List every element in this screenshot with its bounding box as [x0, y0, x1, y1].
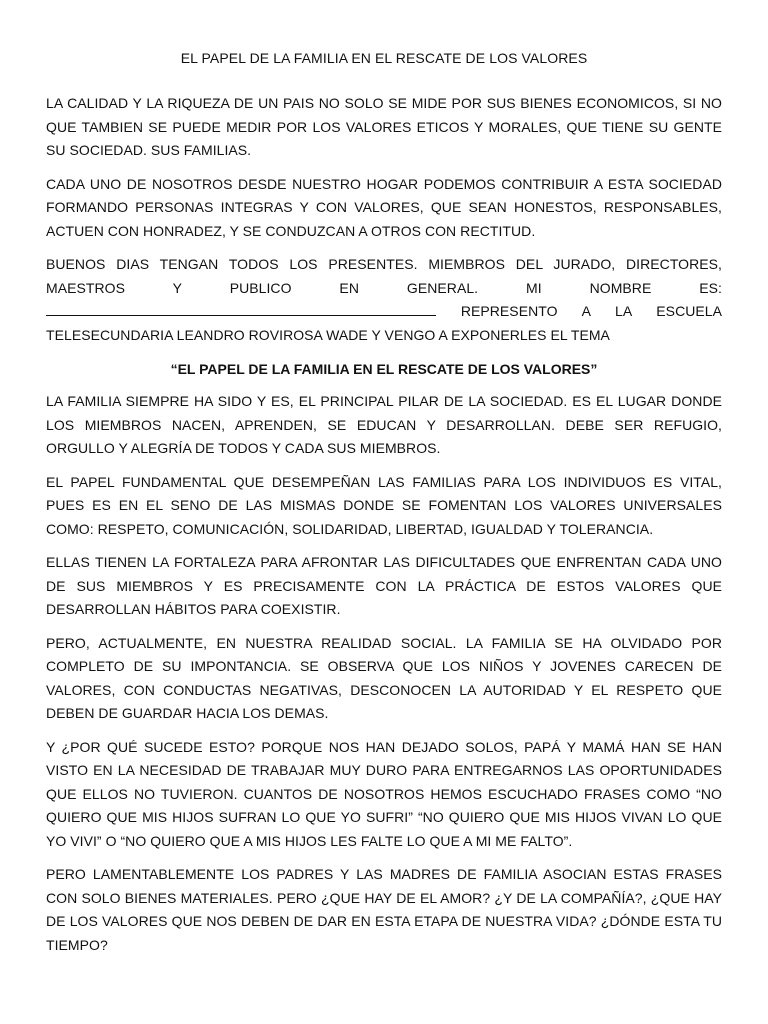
- paragraph-6: ELLAS TIENEN LA FORTALEZA PARA AFRONTAR LAS DIFICULTADES QUE ENFRENTAN CADA UNO DE SUS MIEMBROS Y ES PRECISAMENTE CON LA PRÁCTICA DE ESTOS VALORES QUE DESARROLLAN HÁBITOS PARA COEXISTIR.: [46, 554, 722, 617]
- name-blank-line: [46, 301, 436, 316]
- paragraph-4: LA FAMILIA SIEMPRE HA SIDO Y ES, EL PRINCIPAL PILAR DE LA SOCIEDAD. ES EL LUGAR DONDE LOS MIEMBROS NACEN, APRENDEN, SE EDUCAN Y DESARROLLAN. DEBE SER REFUGIO, ORGULLO Y ALEGRÍA DE TODOS Y CADA SUS MIEMBROS.: [46, 393, 722, 456]
- paragraph-8: Y ¿POR QUÉ SUCEDE ESTO? PORQUE NOS HAN DEJADO SOLOS, PAPÁ Y MAMÁ HAN SE HAN VISTO EN LA NECESIDAD DE TRABAJAR MUY DURO PARA ENTREGARNOS LAS OPORTUNIDADES QUE ELLOS NO TUVIERON. CUANTOS DE NOSOTROS HEMOS ESCUCHADO FRASES COMO “NO QUIERO QUE MIS HIJOS SUFRAN LO QUE YO SUFRI” “NO QUIERO QUE MIS HIJOS VIVAN LO QUE YO VIVI” O “NO QUIERO QUE A MIS HIJOS LES FALTE LO QUE A MI ME FALTO”.: [46, 738, 722, 849]
- paragraph-5: EL PAPEL FUNDAMENTAL QUE DESEMPEÑAN LAS FAMILIAS PARA LOS INDIVIDUOS ES VITAL, PUES ES EN EL SENO DE LAS MISMAS DONDE SE FOMENTAN LOS VALORES UNIVERSALES COMO: RESPETO, COMUNICACIÓN, SOLIDARIDAD, LIBERTAD, IGUALDAD Y TOLERANCIA.: [46, 473, 722, 537]
- paragraph-7: PERO, ACTUALMENTE, EN NUESTRA REALIDAD SOCIAL. LA FAMILIA SE HA OLVIDADO POR COMPLETO DE SU IMPONTANCIA. SE OBSERVA QUE LOS NIÑOS Y JOVENES CARECEN DE VALORES, CON CONDUCTAS NEGATIVAS, DESCONOCEN LA AUTORIDAD Y EL RESPETO QUE DEBEN DE GUARDAR HACIA LOS DEMAS.: [46, 634, 722, 721]
- document-title: EL PAPEL DE LA FAMILIA EN EL RESCATE DE LOS VALORES: [180, 50, 588, 66]
- paragraph-3: [46, 253, 722, 347]
- paragraph-2: CADA UNO DE NOSOTROS DESDE NUESTRO HOGAR PODEMOS CONTRIBUIR A ESTA SOCIEDAD FORMANDO PERSONAS INTEGRAS Y CON VALORES, QUE SEAN HONESTOS, RESPONSABLES, ACTUEN CON HONRADEZ, Y SE CONDUZCAN A OTROS CON RECTITUD.: [46, 175, 722, 239]
- paragraph-1: LA CALIDAD Y LA RIQUEZA DE UN PAIS NO SOLO SE MIDE POR SUS BIENES ECONOMICOS, SI NO QUE TAMBIEN SE PUEDE MEDIR POR LOS VALORES ETICOS Y MORALES, QUE TIENE SU GENTE SU SOCIEDAD. SUS FAMILIAS.: [46, 95, 722, 158]
- paragraph-9: PERO LAMENTABLEMENTE LOS PADRES Y LAS MADRES DE FAMILIA ASOCIAN ESTAS FRASES CON SOLO BIENES MATERIALES. PERO ¿QUE HAY DE EL AMOR? ¿Y DE LA COMPAÑÍA?, ¿QUE HAY DE LOS VALORES QUE NOS DEBEN DE DAR EN ESTA ETAPA DE NUESTRA VIDA? ¿DÓNDE ESTA TU TIEMPO?: [46, 866, 722, 953]
- paragraph-3-rest: REPRESENTO A LA ESCUELA TELESECUNDARIA LEANDRO ROVIROSA WADE Y VENGO A EXPONERLES EL TEMA: [46, 303, 722, 343]
- document-subtitle: “EL PAPEL DE LA FAMILIA EN EL RESCATE DE LOS VALORES”: [170, 361, 598, 377]
- paragraph-3-intro: BUENOS DIAS TENGAN TODOS LOS PRESENTES. MIEMBROS DEL JURADO, DIRECTORES, MAESTROS Y PUBLICO EN GENERAL. MI NOMBRE ES:: [46, 256, 722, 296]
